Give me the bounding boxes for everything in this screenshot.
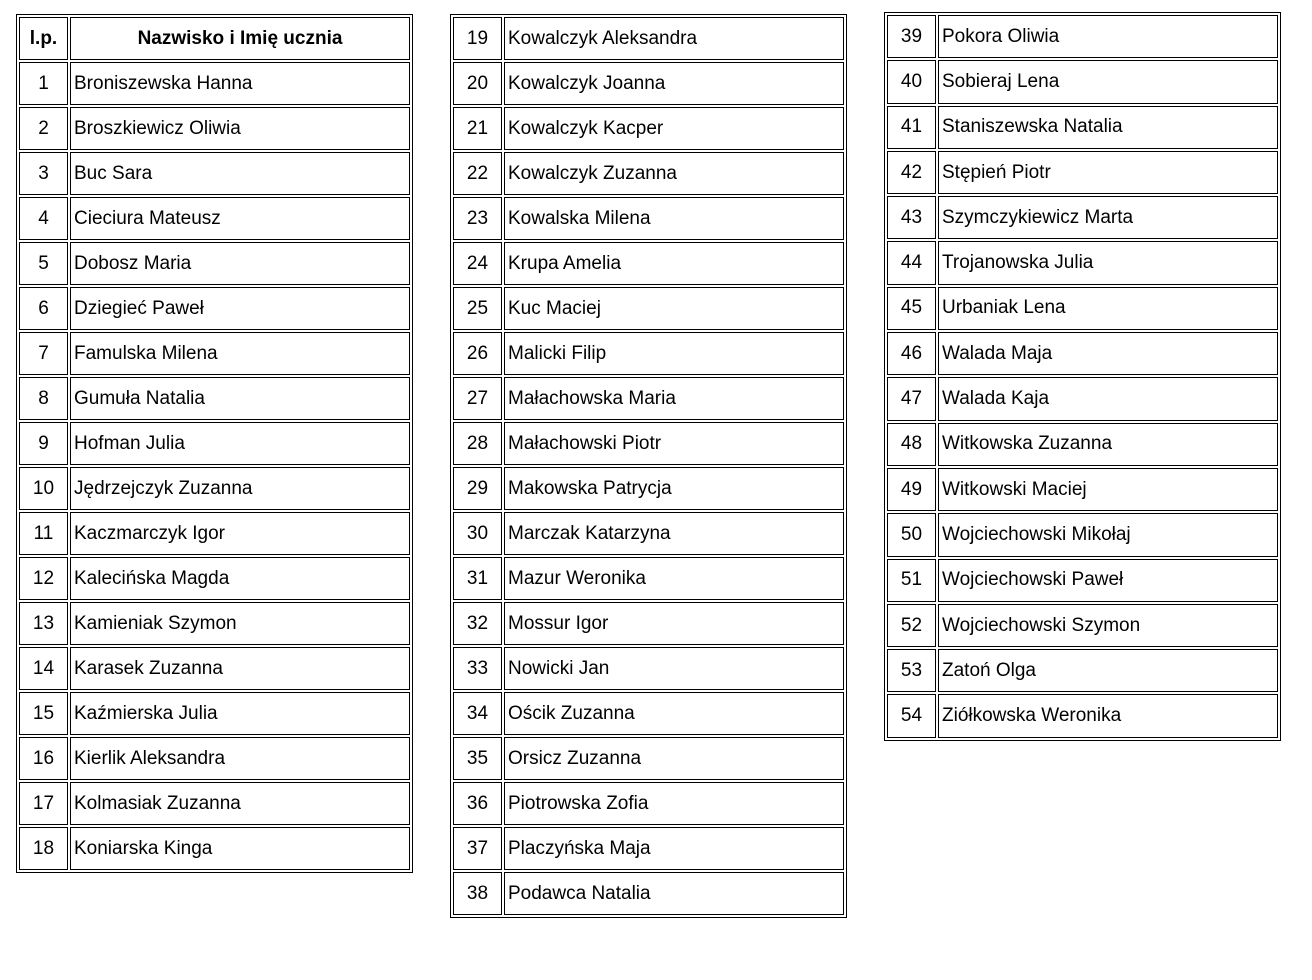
student-name: Stępień Piotr [938,151,1278,194]
student-name: Cieciura Mateusz [70,197,410,240]
table-row [19,332,410,375]
table-row [453,782,844,825]
table-row [887,649,1278,692]
table-row [887,151,1278,194]
row-number: 23 [453,197,502,240]
student-name: Podawca Natalia [504,872,844,915]
student-name: Sobieraj Lena [938,60,1278,103]
table-row [887,196,1278,239]
table-row [19,782,410,825]
student-name: Buc Sara [70,152,410,195]
student-name: Staniszewska Natalia [938,106,1278,149]
student-table-1 [16,14,413,873]
row-number: 46 [887,332,936,375]
row-number: 40 [887,60,936,103]
table-row [453,872,844,915]
table-row [887,60,1278,103]
row-number: 6 [19,287,68,330]
row-number: 5 [19,242,68,285]
row-number: 35 [453,737,502,780]
row-number: 52 [887,604,936,647]
student-name: Małachowski Piotr [504,422,844,465]
table-row [19,647,410,690]
student-name: Szymczykiewicz Marta [938,196,1278,239]
row-number: 17 [19,782,68,825]
student-name: Małachowska Maria [504,377,844,420]
row-number: 39 [887,15,936,58]
table-row [19,287,410,330]
row-number: 45 [887,287,936,330]
student-name: Kamieniak Szymon [70,602,410,645]
row-number: 11 [19,512,68,555]
student-name: Koniarska Kinga [70,827,410,870]
table-row [19,737,410,780]
row-number: 3 [19,152,68,195]
row-number: 26 [453,332,502,375]
table-row [887,423,1278,466]
table-row [887,694,1278,737]
student-name: Ościk Zuzanna [504,692,844,735]
table-row [19,602,410,645]
table-row [887,377,1278,420]
student-name: Wojciechowski Mikołaj [938,513,1278,556]
table-row [19,692,410,735]
table-row [453,152,844,195]
table-row [19,152,410,195]
row-number: 20 [453,62,502,105]
student-name: Makowska Patrycja [504,467,844,510]
row-number: 37 [453,827,502,870]
table-row [453,602,844,645]
student-table-1-body [19,17,410,870]
student-name: Kowalczyk Kacper [504,107,844,150]
row-number: 22 [453,152,502,195]
student-name: Karasek Zuzanna [70,647,410,690]
table-row [453,422,844,465]
table-row [453,287,844,330]
table-row [887,513,1278,556]
student-name: Wojciechowski Szymon [938,604,1278,647]
row-number: 25 [453,287,502,330]
student-name: Kowalska Milena [504,197,844,240]
student-name: Ziółkowska Weronika [938,694,1278,737]
table-row [19,242,410,285]
table-row [887,287,1278,330]
student-name: Pokora Oliwia [938,15,1278,58]
row-number: 14 [19,647,68,690]
row-number: 19 [453,17,502,60]
table-row [453,377,844,420]
student-name: Broszkiewicz Oliwia [70,107,410,150]
table-row [453,17,844,60]
row-number: 4 [19,197,68,240]
row-number: 10 [19,467,68,510]
row-number: 47 [887,377,936,420]
student-table-3 [884,12,1281,741]
row-number: 24 [453,242,502,285]
table-row [453,557,844,600]
student-name: Malicki Filip [504,332,844,375]
student-name: Kowalczyk Zuzanna [504,152,844,195]
row-number: 36 [453,782,502,825]
student-name: Zatoń Olga [938,649,1278,692]
header-name: Nazwisko i Imię ucznia [70,17,410,60]
row-number: 53 [887,649,936,692]
row-number: 30 [453,512,502,555]
row-number: 13 [19,602,68,645]
student-name: Nowicki Jan [504,647,844,690]
table-row [19,557,410,600]
student-name: Walada Maja [938,332,1278,375]
row-number: 50 [887,513,936,556]
row-number: 54 [887,694,936,737]
table-row [453,737,844,780]
table-row [887,106,1278,149]
table-row [887,15,1278,58]
row-number: 32 [453,602,502,645]
row-number: 18 [19,827,68,870]
row-number: 38 [453,872,502,915]
row-number: 16 [19,737,68,780]
student-name: Kaczmarczyk Igor [70,512,410,555]
row-number: 29 [453,467,502,510]
row-number: 15 [19,692,68,735]
student-name: Mossur Igor [504,602,844,645]
student-name: Dziegieć Paweł [70,287,410,330]
row-number: 42 [887,151,936,194]
student-name: Mazur Weronika [504,557,844,600]
table-row [453,692,844,735]
row-number: 2 [19,107,68,150]
table-row [453,197,844,240]
table-row [19,422,410,465]
student-name: Marczak Katarzyna [504,512,844,555]
table-row [453,107,844,150]
row-number: 21 [453,107,502,150]
row-number: 1 [19,62,68,105]
student-name: Broniszewska Hanna [70,62,410,105]
table-row [887,604,1278,647]
row-number: 51 [887,559,936,602]
student-name: Witkowska Zuzanna [938,423,1278,466]
table-row [453,467,844,510]
table-row [453,827,844,870]
row-number: 43 [887,196,936,239]
student-name: Kowalczyk Aleksandra [504,17,844,60]
table-row [19,467,410,510]
row-number: 44 [887,241,936,284]
student-name: Kolmasiak Zuzanna [70,782,410,825]
table-row [19,62,410,105]
header-lp: l.p. [19,17,68,60]
student-name: Kierlik Aleksandra [70,737,410,780]
table-row [19,512,410,555]
row-number: 27 [453,377,502,420]
student-name: Orsicz Zuzanna [504,737,844,780]
row-number: 9 [19,422,68,465]
student-name: Kaźmierska Julia [70,692,410,735]
student-name: Wojciechowski Paweł [938,559,1278,602]
row-number: 12 [19,557,68,600]
student-name: Kuc Maciej [504,287,844,330]
student-name: Urbaniak Lena [938,287,1278,330]
table-row [453,62,844,105]
student-name: Krupa Amelia [504,242,844,285]
table-row [887,559,1278,602]
row-number: 33 [453,647,502,690]
row-number: 48 [887,423,936,466]
table-row [19,827,410,870]
student-name: Jędrzejczyk Zuzanna [70,467,410,510]
student-table-3-body [887,15,1278,738]
student-name: Trojanowska Julia [938,241,1278,284]
row-number: 8 [19,377,68,420]
table-row [887,241,1278,284]
table-row [453,512,844,555]
student-name: Gumuła Natalia [70,377,410,420]
student-name: Dobosz Maria [70,242,410,285]
table-row [453,647,844,690]
row-number: 49 [887,468,936,511]
student-name: Walada Kaja [938,377,1278,420]
student-name: Hofman Julia [70,422,410,465]
row-number: 31 [453,557,502,600]
student-name: Kalecińska Magda [70,557,410,600]
table-row [453,242,844,285]
student-name: Witkowski Maciej [938,468,1278,511]
student-name: Kowalczyk Joanna [504,62,844,105]
table-row [887,332,1278,375]
row-number: 28 [453,422,502,465]
row-number: 7 [19,332,68,375]
header-row [19,17,410,60]
student-table-2 [450,14,847,918]
table-row [19,377,410,420]
student-name: Placzyńska Maja [504,827,844,870]
row-number: 41 [887,106,936,149]
table-row [887,468,1278,511]
student-name: Famulska Milena [70,332,410,375]
table-row [453,332,844,375]
student-name: Piotrowska Zofia [504,782,844,825]
student-table-2-body [453,17,844,915]
table-row [19,197,410,240]
table-row [19,107,410,150]
row-number: 34 [453,692,502,735]
